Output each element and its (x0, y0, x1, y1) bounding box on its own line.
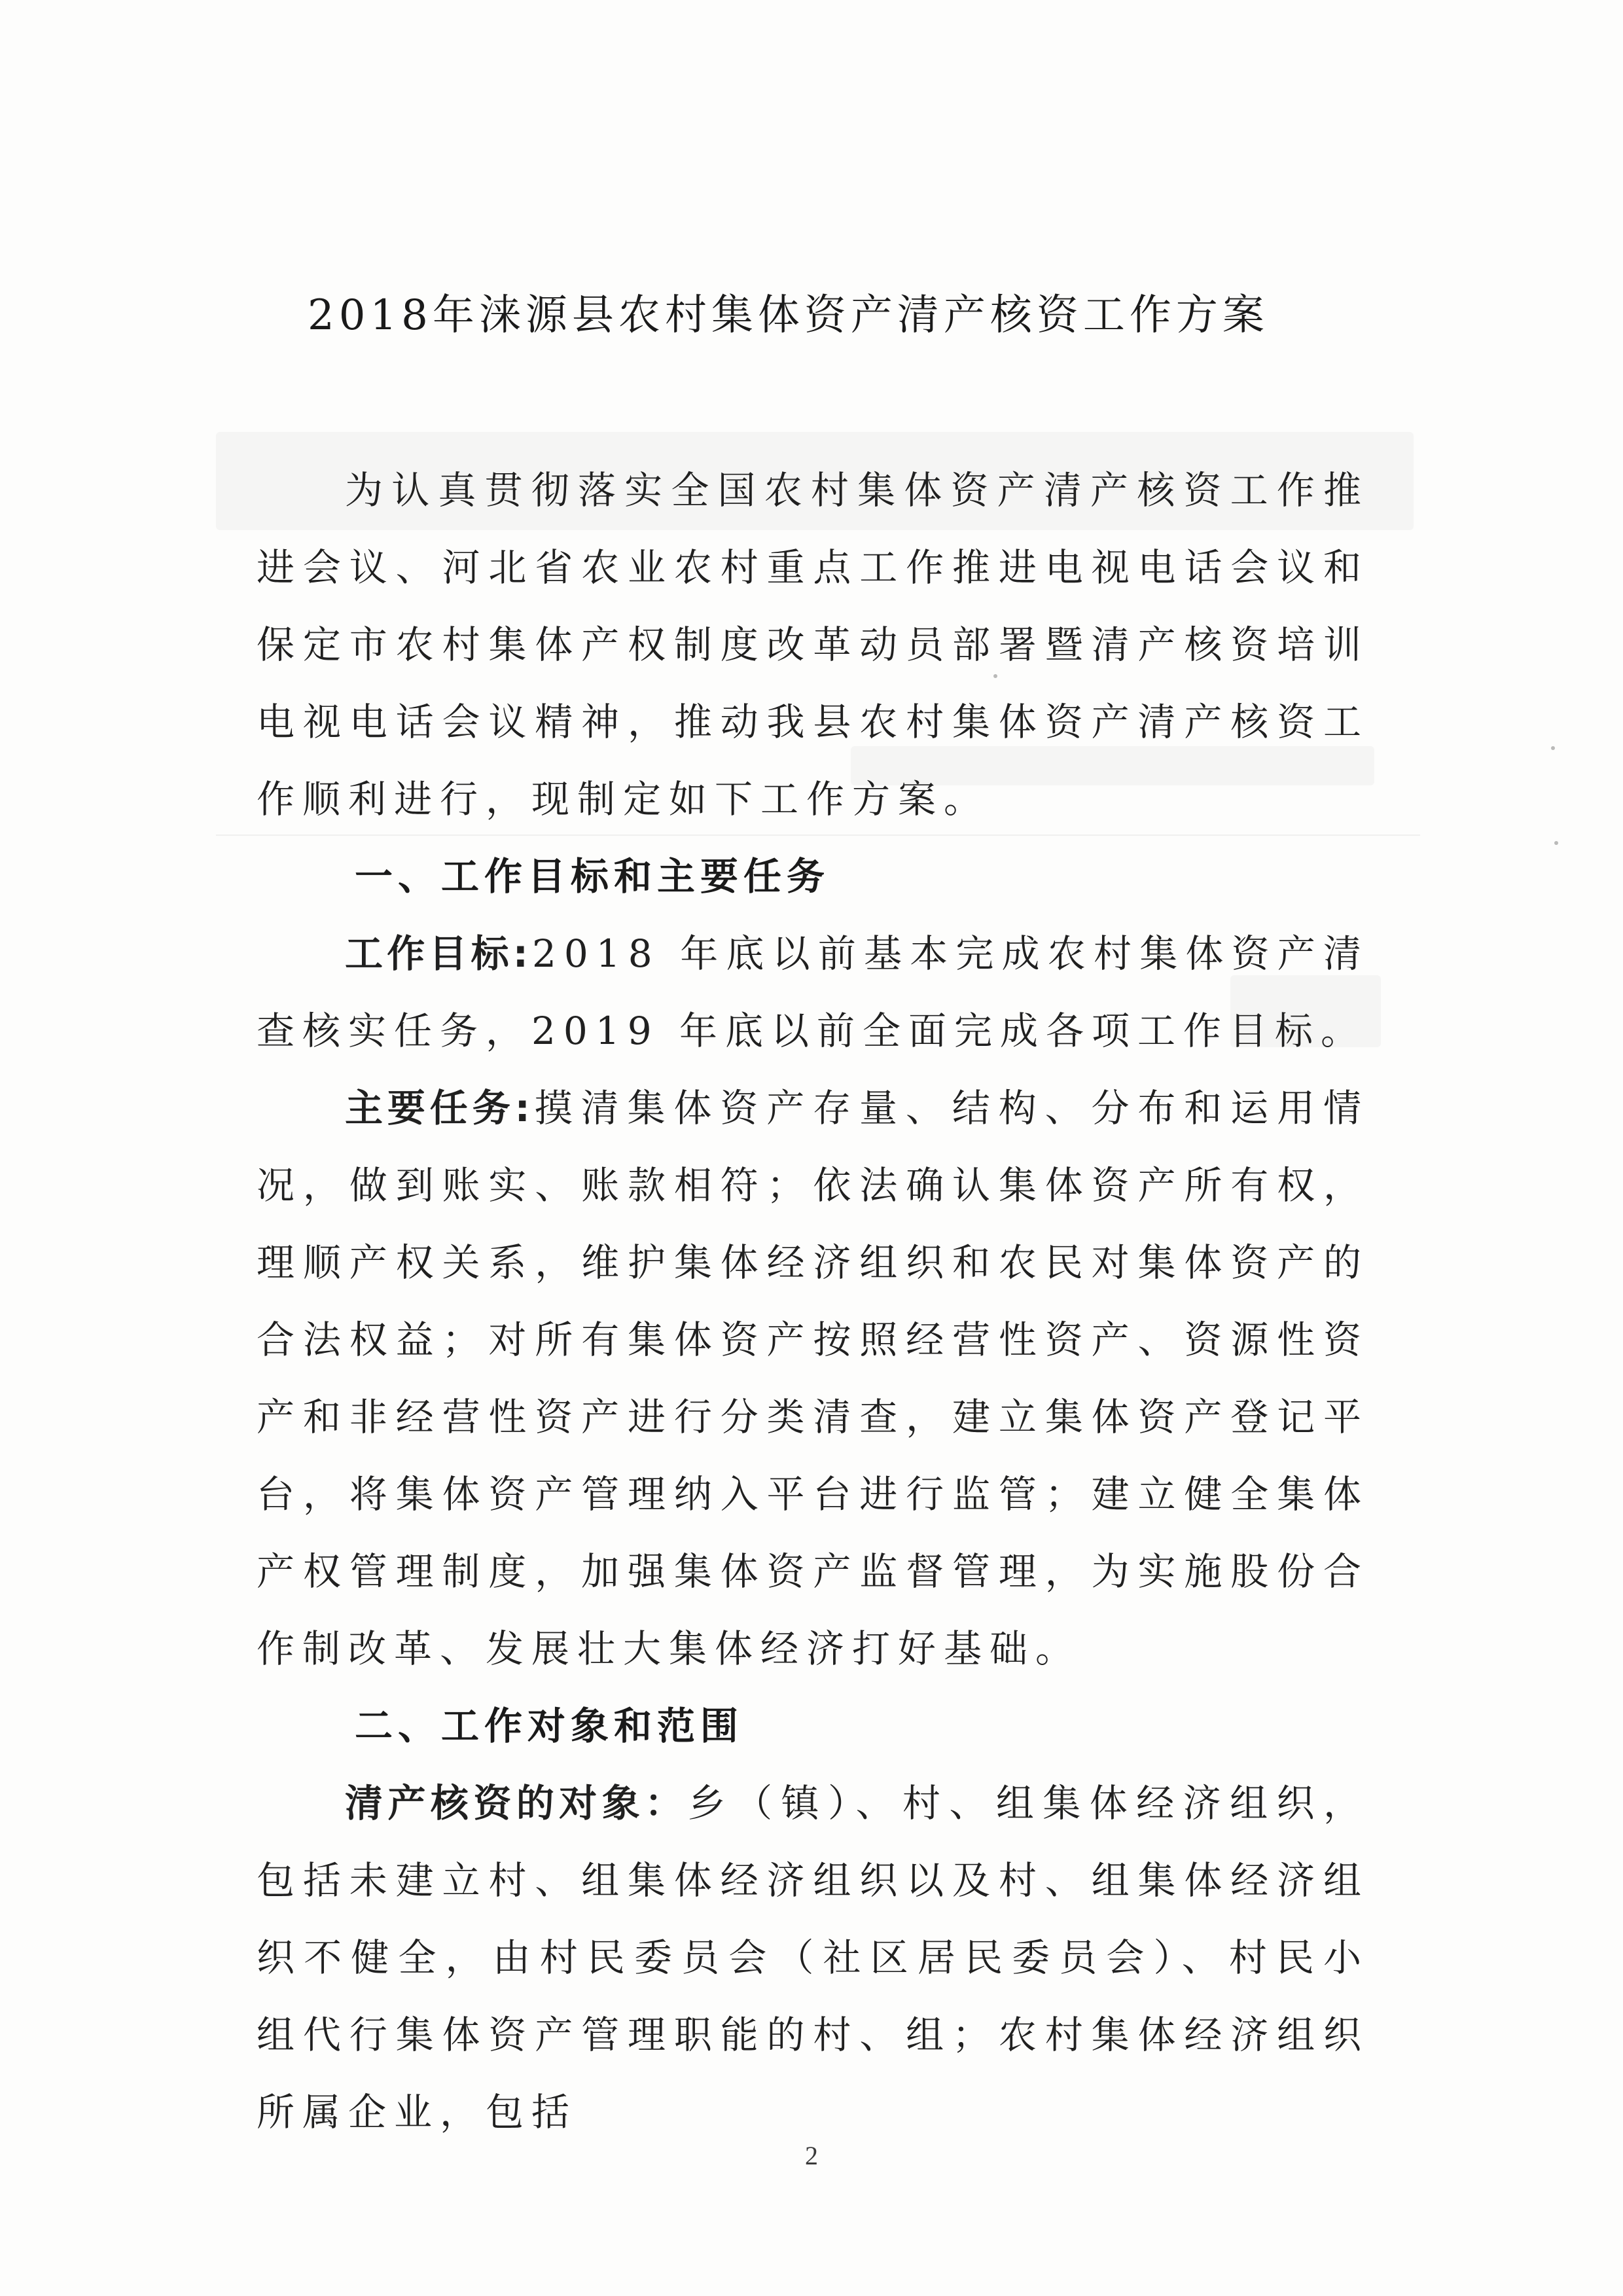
page-number: 2 (805, 2141, 818, 2170)
intro-paragraph: 为认真贯彻落实全国农村集体资产清产核资工作推进会议、河北省农业农村重点工作推进电视电话会议和保定市农村集体产权制度改革动员部署暨清产核资培训电视电话会议精神，推动我县农村集体资产清产核资工作顺利进行，现制定如下工作方案。 (257, 468, 1369, 821)
document-body (257, 452, 1369, 2151)
tasks-text: 摸清集体资产存量、结构、分布和运用情况，做到账实、账款相符；依法确认集体资产所有权，理顺产权关系，维护集体经济组织和农民对集体资产的合法权益；对所有集体资产按照经营性资产、资源性资产和非经营性资产进行分类清查，建立集体资产登记平台，将集体资产管理纳入平台进行监管；建立健全集体产权管理制度，加强集体资产监督管理，为实施股份合作制改革、发展壮大集体经济打好基础。 (257, 1086, 1369, 1671)
goal-paragraph (257, 915, 1369, 1069)
scan-speck (1551, 746, 1555, 750)
object-label: 清产核资的对象： (345, 1781, 688, 1825)
object-text: 乡（镇）、村、组集体经济组织，包括未建立村、组集体经济组织以及村、组集体经济组织不健全，由村民委员会（社区居民委员会）、村民小组代行集体资产管理职能的村、组；农村集体经济组织所属企业，包括 (257, 1781, 1369, 2134)
tasks-label: 主要任务: (345, 1086, 534, 1130)
goal-text: 2018 年底以前基本完成农村集体资产清查核实任务，2019 年底以前全面完成各项工作目标。 (257, 931, 1369, 1053)
object-paragraph (257, 1765, 1369, 2151)
goal-label: 工作目标: (345, 931, 532, 976)
section-heading-1: 一、工作目标和主要任务 (355, 854, 830, 899)
document-title: 2018年涞源县农村集体资产清产核资工作方案 (308, 291, 1269, 340)
scan-speck (1554, 841, 1558, 845)
tasks-paragraph (257, 1069, 1369, 1687)
section-heading-2: 二、工作对象和范围 (355, 1704, 744, 1748)
